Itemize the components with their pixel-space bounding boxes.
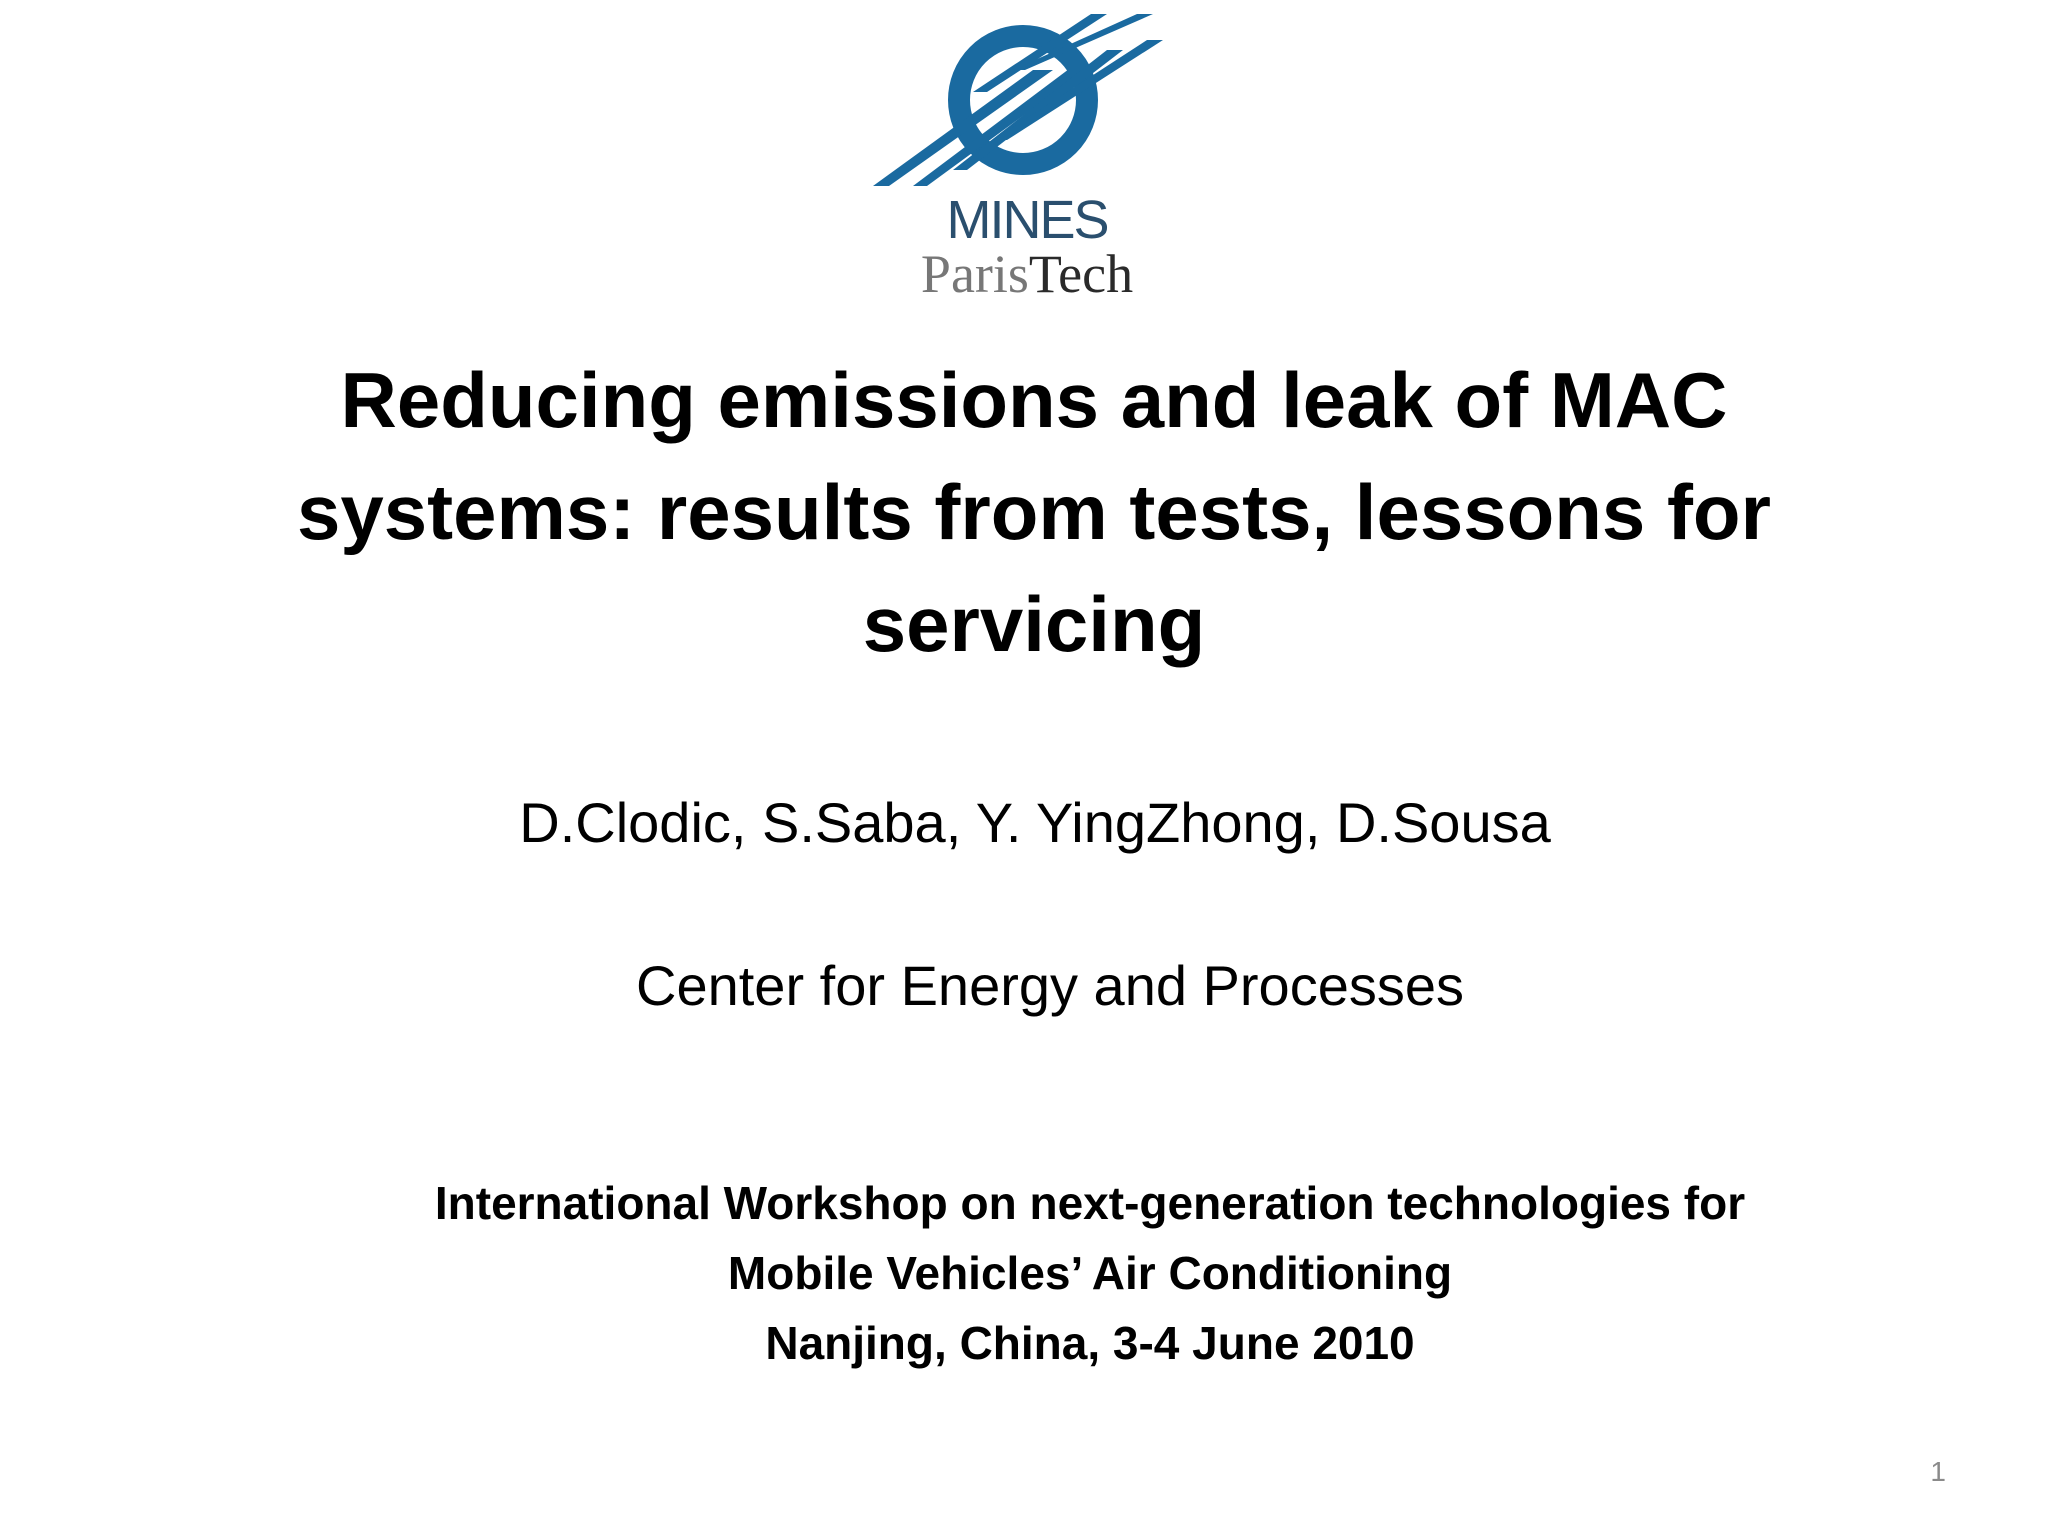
page-number: 1	[1930, 1456, 1946, 1487]
logo-text-mines: MINES	[946, 190, 1108, 250]
logo-text-tech: Tech	[1028, 244, 1134, 304]
title-line-3: servicing	[862, 580, 1206, 668]
svg-text:ParisTech	[921, 244, 1133, 304]
logo-text-paris: Paris	[920, 244, 1029, 304]
workshop-line-2: Mobile Vehicles’ Air Conditioning	[727, 1247, 1453, 1299]
workshop-info	[340, 1168, 1840, 1378]
slide-title	[214, 344, 1854, 680]
authors: D.Clodic, S.Saba, Y. YingZhong, D.Sousa	[519, 791, 1551, 854]
affiliation: Center for Energy and Processes	[636, 954, 1464, 1017]
title-line-2: systems: results from tests, lessons for	[297, 468, 1771, 556]
workshop-line-1: International Workshop on next-generation technologies for	[434, 1177, 1746, 1229]
mines-paristech-logo	[853, 0, 1200, 305]
mines-paristech-emblem-icon	[853, 0, 1200, 305]
title-line-1: Reducing emissions and leak of MAC	[340, 356, 1728, 444]
workshop-line-3: Nanjing, China, 3-4 June 2010	[765, 1317, 1415, 1369]
